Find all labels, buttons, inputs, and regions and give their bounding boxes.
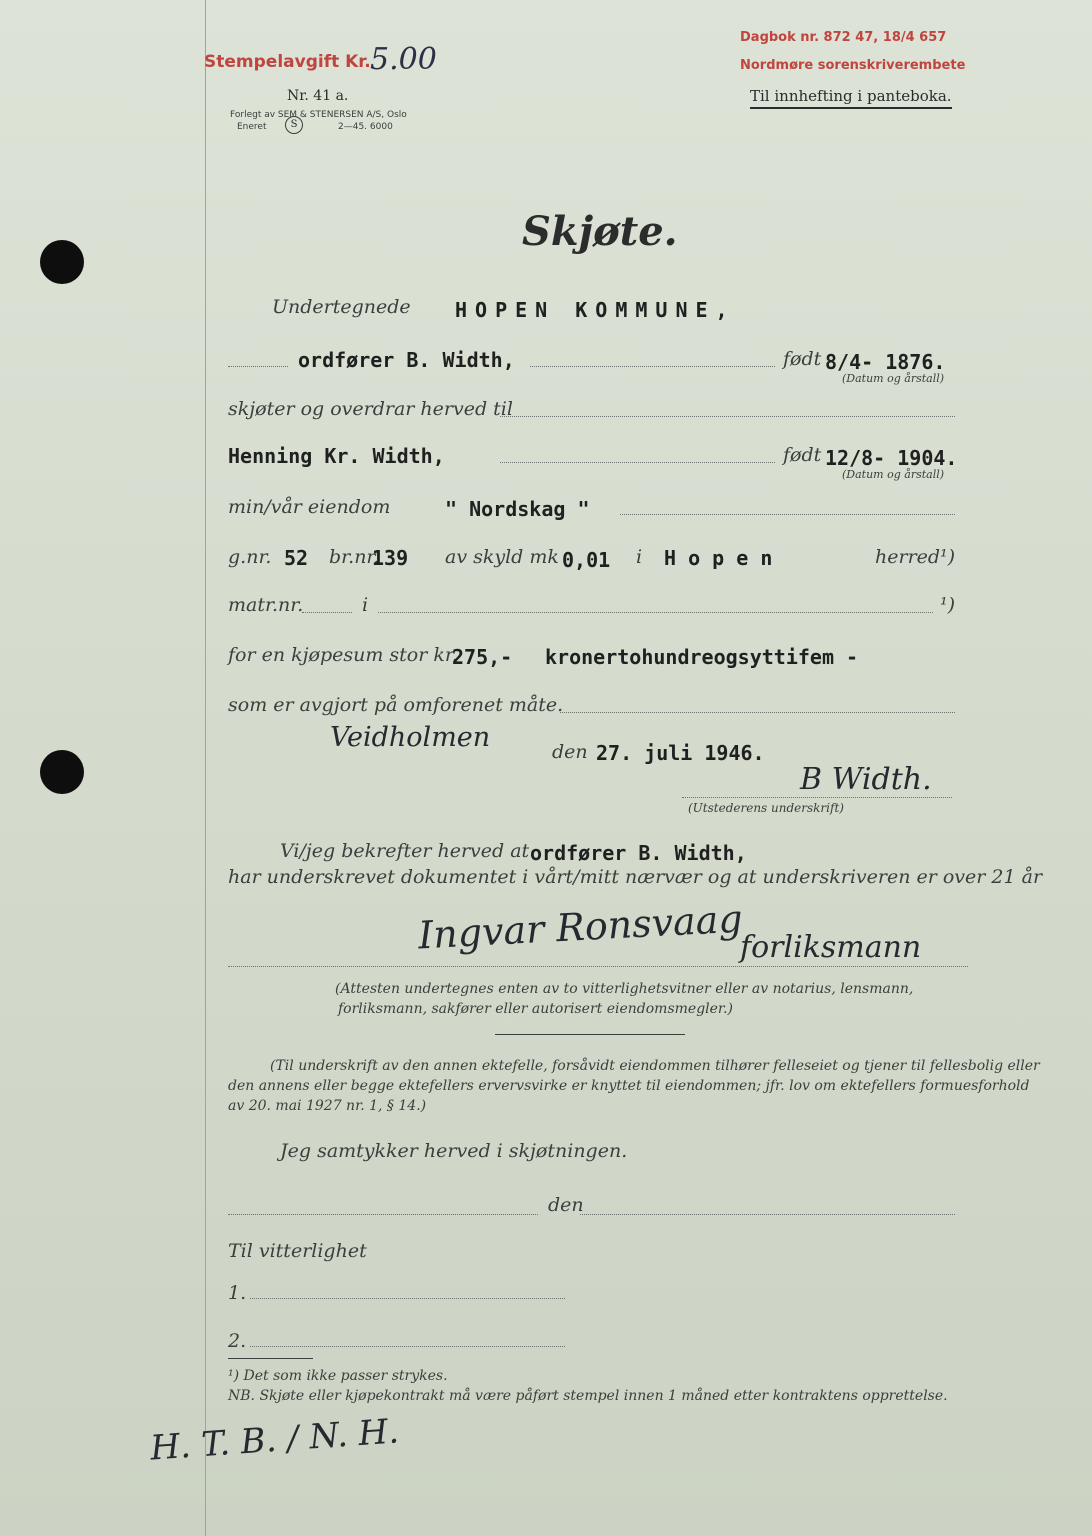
spouse-note-line1: (Til underskrift av den annen ektefelle, forsåvidt eiendommen tilhører felleseiet og tjener til fellesbolig eller: [270, 1058, 1040, 1074]
testimony-line1-number: 1.: [228, 1282, 247, 1304]
dotted-line: [250, 1298, 565, 1299]
punch-hole-bottom: [40, 750, 84, 794]
spouse-consent: Jeg samtykker herved i skjøtningen.: [280, 1140, 628, 1162]
signing-date: 27. juli 1946.: [596, 741, 765, 765]
issuer-caption: (Utstederens underskrift): [688, 801, 844, 815]
date-hint: (Datum og årstall): [842, 372, 945, 385]
seller-representative: ordfører B. Width,: [298, 348, 515, 372]
date-hint-2: (Datum og årstall): [842, 468, 945, 481]
footnote-rule: [228, 1358, 313, 1359]
dotted-line: [682, 797, 952, 798]
dotted-line: [228, 1214, 538, 1215]
gnr-label: g.nr.: [228, 546, 272, 568]
matr-footnote-mark: ¹): [940, 594, 956, 616]
binding-note: Til innhefting i panteboka.: [750, 87, 952, 109]
gnr-value: 52: [284, 546, 309, 570]
confirm-text: har underskrevet dokumentet i vårt/mitt nærvær og at underskriveren er over 21 år: [228, 866, 1043, 888]
matr-in-label: i: [362, 594, 369, 616]
seller-born-date: 8/4- 1876.: [825, 350, 946, 374]
witness-signature: Ingvar Ronsvaag: [417, 896, 744, 958]
form-number: Nr. 41 a.: [287, 88, 349, 104]
attest-note-line1: (Attesten undertegnes enten av to vitterlighetsvitner eller av notarius, lensmann,: [335, 981, 914, 997]
spouse-note-line2: den annens eller begge ektefellers ervervsvirke er knyttet til eiendommen; jfr. lov om ektefellers formuesforhold: [228, 1078, 1030, 1094]
footnote-nb: NB. Skjøte eller kjøpekontrakt må være påført stempel innen 1 måned etter kontraktens opprettelse.: [228, 1388, 948, 1404]
born-label: født: [783, 348, 822, 370]
price-value: 275,-: [452, 645, 513, 669]
stamp-duty-amount: 5.00: [370, 42, 437, 77]
document-title: Skjøte.: [522, 208, 678, 255]
buyer-born-date: 12/8- 1904.: [825, 446, 958, 470]
in-label: i: [636, 546, 643, 568]
testimony-label: Til vitterlighet: [228, 1240, 367, 1262]
office-stamp-line1: Dagbok nr. 872 47, 18/4 657: [740, 30, 947, 45]
price-label: for en kjøpesum stor kr.: [228, 644, 458, 666]
undersigned-label: Undertegnede: [272, 296, 411, 318]
property-name: " Nordskag ": [445, 497, 590, 521]
dotted-line: [620, 514, 955, 515]
attest-note-line2: forliksmann, sakfører eller autorisert eiendomsmegler.): [338, 1001, 733, 1017]
dotted-line: [302, 612, 352, 613]
dotted-line: [228, 966, 968, 967]
buyer-name: Henning Kr. Width,: [228, 444, 445, 468]
dotted-line: [378, 612, 933, 613]
margin-rule: [205, 0, 206, 1536]
dotted-line: [580, 1214, 955, 1215]
dotted-line: [500, 416, 955, 417]
witness-title: forliksmann: [740, 930, 922, 965]
punch-hole-top: [40, 240, 84, 284]
herred-label: herred¹): [875, 546, 956, 568]
stamp-duty-label: Stempelavgift Kr.: [204, 52, 371, 72]
margin-note: H. T. B. / N. H.: [148, 1411, 401, 1469]
seller-name: HOPEN KOMMUNE,: [455, 298, 736, 322]
dotted-line: [500, 462, 775, 463]
dotted-line: [560, 712, 955, 713]
municipality: H o p e n: [664, 546, 773, 570]
bnr-label: br.nr.: [329, 546, 380, 568]
publisher-logo-icon: S: [285, 116, 303, 134]
footnote-1: ¹) Det som ikke passer strykes.: [228, 1368, 448, 1384]
testimony-line2-number: 2.: [228, 1330, 247, 1352]
office-stamp-line2: Nordmøre sorenskriverembete: [740, 58, 966, 73]
den-label: den: [552, 741, 588, 763]
issuer-signature: B Width.: [800, 762, 932, 797]
dotted-line: [250, 1346, 565, 1347]
confirm-name: ordfører B. Width,: [530, 841, 747, 865]
settled-label: som er avgjort på omforenet måte.: [228, 694, 564, 716]
property-label: min/vår eiendom: [228, 496, 391, 518]
publisher-code: 2—45. 6000: [338, 122, 393, 132]
confirm-label: Vi/jeg bekrefter herved at: [280, 840, 530, 862]
spouse-den-label: den: [548, 1194, 584, 1216]
price-words: kronertohundreogsyttifem -: [545, 645, 859, 669]
divider: [495, 1034, 685, 1035]
publisher-enerett: Eneret: [237, 122, 267, 132]
born-label-2: født: [783, 444, 822, 466]
dotted-line: [530, 366, 775, 367]
matr-label: matr.nr.: [228, 594, 304, 616]
publisher-line: Forlegt av SEM & STENERSEN A/S, Oslo: [230, 110, 407, 120]
dotted-line: [228, 366, 288, 367]
place-handwritten: Veidholmen: [330, 722, 491, 753]
spouse-note-line3: av 20. mai 1927 nr. 1, § 14.): [228, 1098, 427, 1114]
skyld-label: av skyld mk: [445, 546, 559, 568]
skyld-value: 0,01: [562, 548, 611, 572]
transfers-label: skjøter og overdrar herved til: [228, 398, 513, 420]
bnr-value: 139: [372, 546, 409, 570]
